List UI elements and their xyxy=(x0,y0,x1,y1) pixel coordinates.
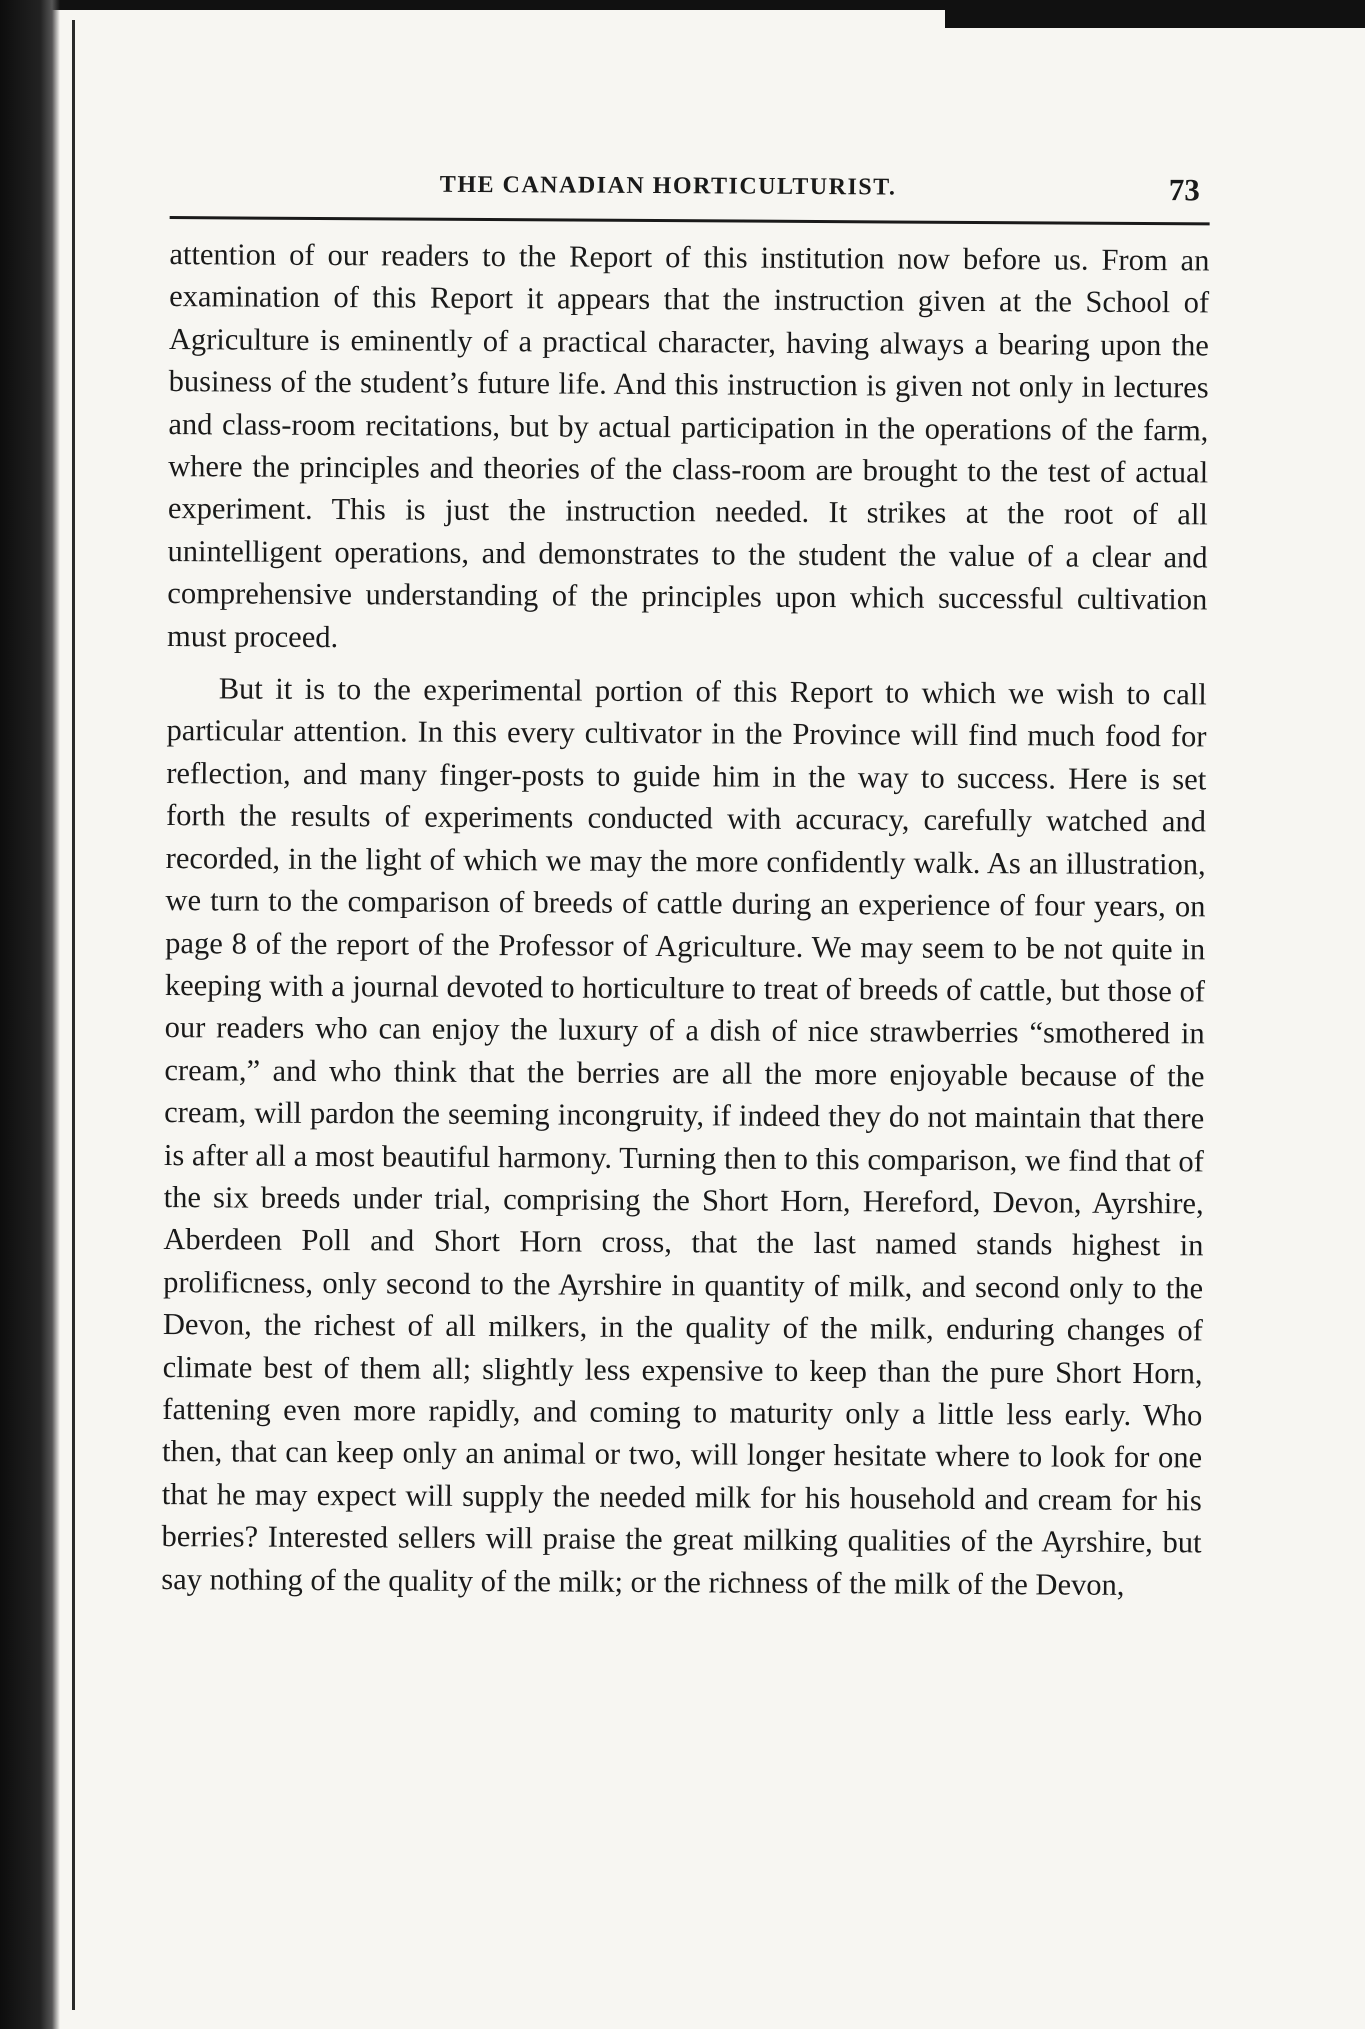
scan-border-left xyxy=(0,0,60,2029)
paragraph-2: But it is to the experimental portion of this Report to which we wish to call particular attention. In this every cultivator in the Province will find much food for reflection, and many finger-posts to guide him in the way to success. Here is set forth the results of experiments conducted with accuracy, carefully watched and recorded, in the light of which we may the more confidently walk. As an illustration, we turn to the comparison of breeds of cattle during an experience of four years, on page 8 of the report of the Professor of Agriculture. We may seem to be not quite in keeping with a journal devoted to horticulture to treat of breeds of cattle, but those of our readers who can enjoy the luxury of a dish of nice strawberries “smothered in cream,” and who think that the berries are all the more enjoyable because of the cream, will pardon the seeming incongruity, if indeed they do not maintain that there is after all a most beautiful harmony. Turning then to this comparison, we find that of the six breeds under trial, comprising the Short Horn, Hereford, Devon, Ayrshire, Aberdeen Poll and Short Horn cross, that the last named stands highest in prolificness, only second to the Ayrshire in quantity of milk, and second only to the Devon, the richest of all milkers, in the quality of the milk, enduring changes of climate best of them all; slightly less expensive to keep than the pure Short Horn, fattening even more rapidly, and coming to maturity only a little less early. Who then, that can keep only an animal or two, will longer hesitate where to look for one that he may expect will supply the needed milk for his household and cream for his berries? Interested sellers will praise the great milking qualities of the Ayrshire, but say nothing of the quality of the milk; or the richness of the milk of the Devon, xyxy=(161,671,1207,1602)
paragraph-1: attention of our readers to the Report of this institution now before us. From an examination of this Report it appears that the instruction given at the School of Agriculture is eminently of a practical character, having always a bearing upon the business of the student’s future life. And this instruction is given not only in lectures and class-room recitations, but by actual participation in the operations of the farm, where the principles and theories of the class-room are brought to the test of actual experiment. This is just the instruction needed. It strikes at the root of all unintelligent operations, and demonstrates to the student the value of a clear and comprehensive understanding of the principles upon which successful cultivation must proceed. xyxy=(166,237,1210,654)
scan-border-top xyxy=(0,0,1365,10)
running-head xyxy=(160,160,1220,218)
book-page xyxy=(151,160,1220,1616)
journal-title: THE CANADIAN HORTICULTURIST. xyxy=(439,171,897,201)
page-number: 73 xyxy=(1168,172,1200,208)
scan-border-top-right xyxy=(945,10,1365,28)
scan-gutter-line xyxy=(72,20,75,2010)
article-body xyxy=(161,233,1209,1606)
